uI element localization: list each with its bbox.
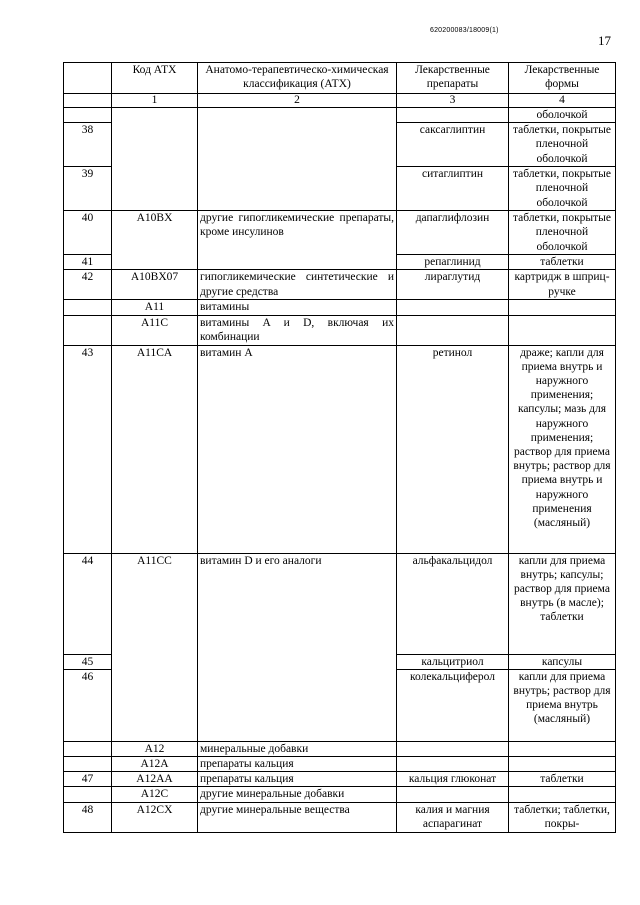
form-cell: капли для приема внутрь; раствор для приема внутрь (масляный): [509, 669, 616, 741]
atx-table: [63, 62, 616, 833]
name-cell: другие гипогликемические препараты, кроме инсулинов: [198, 211, 397, 255]
page-number: 17: [598, 33, 611, 48]
name-cell: витамины: [198, 300, 397, 315]
form-cell: драже; капли для приема внутрь и наружного применения; капсулы; мазь для наружного применения; раствор для приема внутрь; раствор для приема внутрь и наружного применения (масляный): [509, 345, 616, 553]
document-id: 620200083/18009(1): [430, 27, 499, 34]
table-row: [64, 123, 616, 167]
table-row: [64, 802, 616, 832]
drug-cell: альфакальцидол: [397, 553, 509, 654]
table-row: [64, 255, 616, 270]
row-number: 48: [64, 802, 112, 832]
table-header-row: [64, 63, 616, 94]
form-cell: капли для приема внутрь; капсулы; раствор для приема внутрь (в масле); таблетки: [509, 553, 616, 654]
name-cell: витамины A и D, включая их комбинации: [198, 315, 397, 345]
table-row: [64, 167, 616, 211]
header-col-code: Код АТХ: [112, 63, 198, 94]
row-number: 47: [64, 772, 112, 787]
name-cell: витамин D и его аналоги: [198, 553, 397, 654]
form-cell: оболочкой: [509, 108, 616, 123]
index-cell: 2: [198, 94, 397, 108]
index-cell: 4: [509, 94, 616, 108]
drug-cell: ретинол: [397, 345, 509, 553]
table-row: [64, 741, 616, 756]
table-row: [64, 772, 616, 787]
table-row: [64, 345, 616, 553]
name-cell: гипогликемические синтетические и другие средства: [198, 270, 397, 300]
form-cell: капсулы: [509, 654, 616, 669]
table-row: [64, 108, 616, 123]
row-number: 39: [64, 167, 112, 211]
row-number: 45: [64, 654, 112, 669]
drug-cell: лираглутид: [397, 270, 509, 300]
name-cell: [198, 108, 397, 123]
drug-cell: саксаглиптин: [397, 123, 509, 167]
drug-cell: ситаглиптин: [397, 167, 509, 211]
table-row: [64, 553, 616, 654]
header-col-forms: Лекарственные формы: [509, 63, 616, 94]
form-cell: таблетки: [509, 255, 616, 270]
code-cell: A10BX: [112, 211, 198, 255]
header-col-num: [64, 63, 112, 94]
table-row: [64, 654, 616, 669]
row-number: 46: [64, 669, 112, 741]
table-row: [64, 757, 616, 772]
code-cell: A11CA: [112, 345, 198, 553]
code-cell: A12: [112, 741, 198, 756]
table-row: [64, 211, 616, 255]
code-cell: A11CC: [112, 553, 198, 654]
row-number: 43: [64, 345, 112, 553]
table-row: [64, 315, 616, 345]
name-cell: препараты кальция: [198, 757, 397, 772]
row-number: 42: [64, 270, 112, 300]
form-cell: таблетки, покрытые пленочной оболочкой: [509, 167, 616, 211]
drug-cell: кальцитриол: [397, 654, 509, 669]
code-cell: A11C: [112, 315, 198, 345]
code-cell: A12C: [112, 787, 198, 802]
drug-cell: кальция глюконат: [397, 772, 509, 787]
name-cell: другие минеральные добавки: [198, 787, 397, 802]
table-row: [64, 270, 616, 300]
table-row: [64, 669, 616, 741]
name-cell: минеральные добавки: [198, 741, 397, 756]
row-number: 38: [64, 123, 112, 167]
name-cell: препараты кальция: [198, 772, 397, 787]
drug-cell: репаглинид: [397, 255, 509, 270]
index-cell: 3: [397, 94, 509, 108]
table-row: [64, 787, 616, 802]
header-col-classification: Анатомо-терапевтическо-химическая классификация (АТХ): [198, 63, 397, 94]
code-cell: A12AA: [112, 772, 198, 787]
drug-cell: калия и магния аспарагинат: [397, 802, 509, 832]
drug-cell: колекальциферол: [397, 669, 509, 741]
index-cell: 1: [112, 94, 198, 108]
form-cell: картридж в шприц-ручке: [509, 270, 616, 300]
name-cell: другие минеральные вещества: [198, 802, 397, 832]
form-cell: таблетки: [509, 772, 616, 787]
header-col-drugs: Лекарственные препараты: [397, 63, 509, 94]
index-cell: [64, 94, 112, 108]
table-index-row: [64, 94, 616, 108]
drug-cell: дапаглифлозин: [397, 211, 509, 255]
name-cell: витамин A: [198, 345, 397, 553]
code-cell: [112, 108, 198, 123]
row-number: 44: [64, 553, 112, 654]
code-cell: A10BX07: [112, 270, 198, 300]
code-cell: A11: [112, 300, 198, 315]
code-cell: A12A: [112, 757, 198, 772]
row-number: 41: [64, 255, 112, 270]
code-cell: A12CX: [112, 802, 198, 832]
form-cell: таблетки, покрытые пленочной оболочкой: [509, 123, 616, 167]
table-row: [64, 300, 616, 315]
form-cell: таблетки, покрытые пленочной оболочкой: [509, 211, 616, 255]
form-cell: таблетки; таблетки, покры-: [509, 802, 616, 832]
row-number: 40: [64, 211, 112, 255]
